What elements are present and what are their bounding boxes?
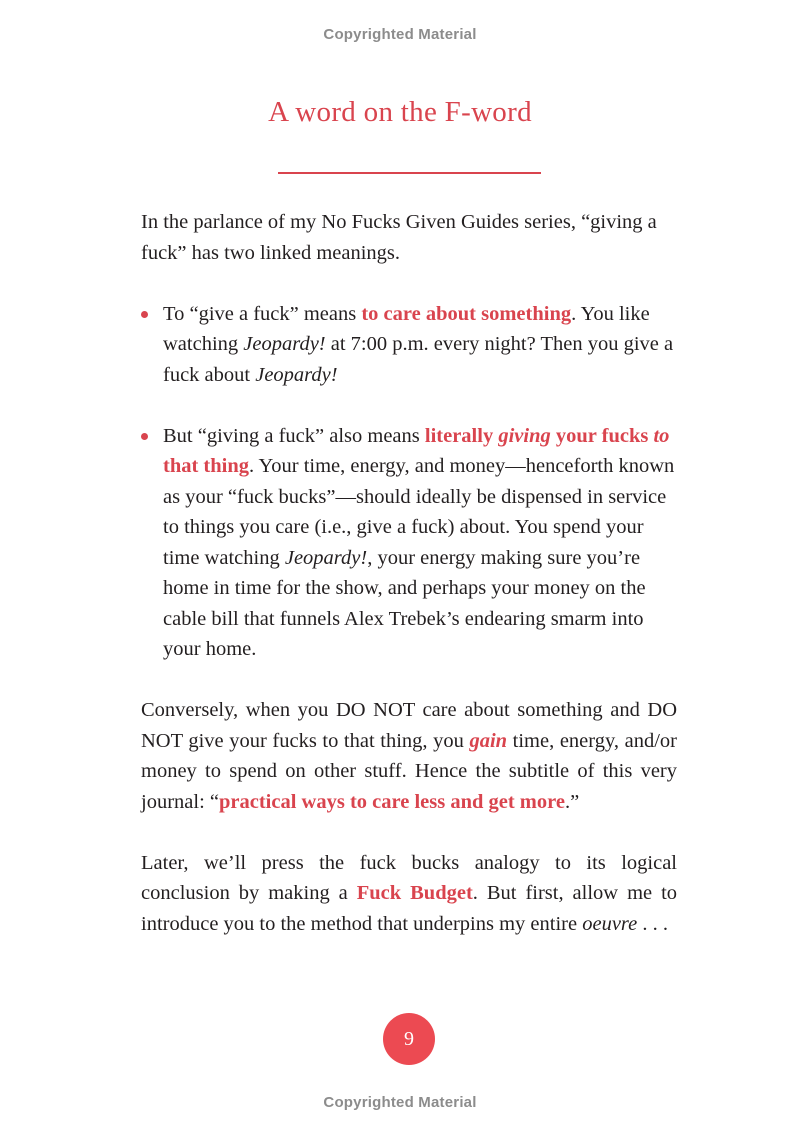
intro-text: In the parlance of my No Fucks Given Guides series, “giving a fuck” has two linked meanings.	[141, 211, 657, 264]
para2-text-2: time, energy, and/or money to spend on other stuff. Hence the subtitle of this very journal: “	[141, 729, 677, 813]
intro-paragraph	[141, 207, 677, 268]
bullet1-text-2: . You like watching	[163, 302, 650, 355]
para3-highlight: Fuck Budget	[356, 882, 473, 904]
meanings-list	[141, 299, 677, 665]
page-title: A word on the F-word	[268, 96, 532, 128]
bullet2-highlight-1: literally	[424, 424, 499, 447]
bullet2-text-2: . Your time, energy, and money—henceforth known as your “fuck bucks”—should ideally be dispensed in service to things you care (i.e., give a fuck) about. You spend your time watching	[163, 455, 675, 569]
body-content	[141, 207, 677, 939]
bullet2-highlight-2: your fucks	[550, 424, 654, 447]
bullet-dot-icon	[141, 311, 148, 318]
para3-text-1: Later, we’ll press the fuck bucks analogy to its logical conclusion by making a	[141, 851, 677, 904]
bullet-dot-icon	[141, 433, 148, 440]
bullet2-highlight-italic-1: giving	[498, 424, 551, 447]
bullet1-italic-2: Jeopardy!	[255, 363, 338, 386]
bullet1-text-1: To “give a fuck” means	[163, 302, 362, 325]
para2-highlight: practical ways to care less and get more	[219, 790, 565, 813]
para2-highlight-italic: gain	[469, 729, 508, 752]
later-paragraph	[141, 848, 677, 940]
bullet1-text-3: at 7:00 p.m. every night? Then you give a fuck about	[163, 333, 674, 386]
bullet2-text-1: But “giving a fuck” also means	[163, 424, 425, 447]
watermark-bottom: Copyrighted Material	[323, 1094, 477, 1111]
bullet2-highlight-3: that thing	[163, 455, 250, 477]
bullet2-italic-1: Jeopardy!	[284, 546, 368, 569]
para2-text-1: Conversely, when you DO NOT care about something and DO NOT give your fucks to that thing, you	[141, 699, 677, 752]
conversely-paragraph	[141, 695, 677, 817]
para3-text-3: . . .	[637, 912, 668, 935]
para2-text-3: .”	[564, 790, 580, 813]
list-item-care	[141, 299, 677, 391]
list-item-giving	[141, 421, 677, 665]
bullet2-highlight-italic-2: to	[653, 424, 670, 447]
bullet2-text-3: , your energy making sure you’re home in time for the show, and perhaps your money on the cable bill that funnels Alex Trebek’s endearing smarm into your home.	[163, 546, 646, 660]
para3-italic: oeuvre	[582, 912, 638, 935]
bullet1-italic-1: Jeopardy!	[243, 333, 326, 355]
page-number-badge: 9	[383, 1013, 435, 1065]
para3-text-2: . But first, allow me to introduce you to the method that underpins my entire	[141, 882, 678, 935]
watermark-top: Copyrighted Material	[323, 26, 477, 43]
bullet1-highlight: to care about something	[361, 302, 572, 325]
title-underline	[278, 172, 541, 174]
